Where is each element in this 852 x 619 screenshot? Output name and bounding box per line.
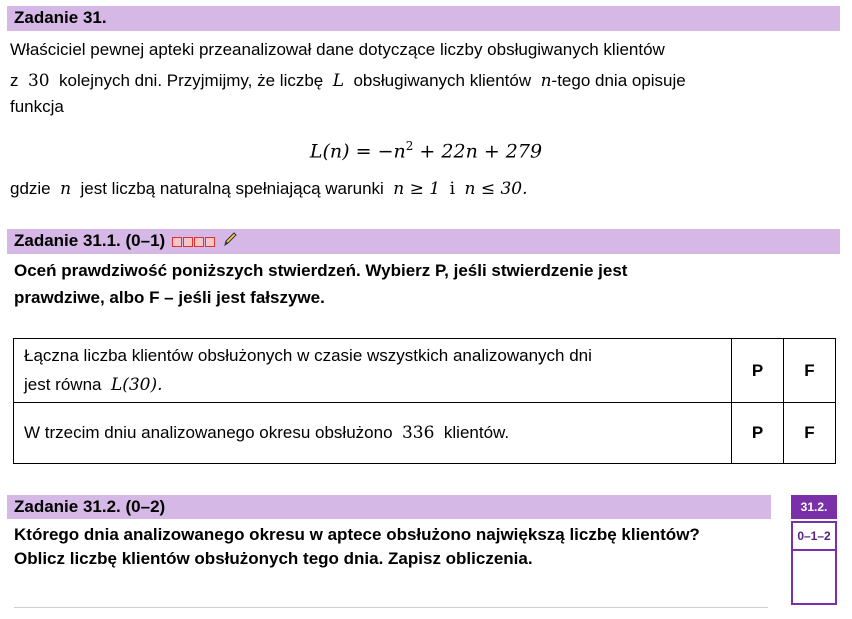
task-title-bar: [7, 6, 840, 31]
subtask-31-1-title: Zadanie 31.1. (0–1): [14, 231, 166, 250]
table-row: [14, 339, 836, 403]
answer-area[interactable]: [14, 607, 768, 608]
statement-1-option-f[interactable]: F: [784, 339, 836, 403]
statement-2: W trzecim dniu analizowanego okresu obsłużono 336 klientów.: [14, 403, 732, 464]
statement-2-option-p[interactable]: P: [732, 403, 784, 464]
subtask-31-2-title: Zadanie 31.2. (0–2): [14, 497, 166, 516]
task-text-line1: Właściciel pewnej apteki przeanalizował dane dotyczące liczby obsługiwanych klientów: [10, 40, 665, 59]
subtask-31-1-instruction-line1: Oceń prawdziwość poniższych stwierdzeń. Wybierz P, jeśli stwierdzenie jest: [14, 261, 628, 280]
statement-2-option-f[interactable]: F: [784, 403, 836, 464]
table-row: [14, 403, 836, 464]
subtask-31-1-title-bar: [7, 229, 840, 254]
statement-1: Łączna liczba klientów obsłużonych w czasie wszystkich analizowanych dni jest równa L(30).: [14, 339, 732, 403]
statement-1-option-p[interactable]: P: [732, 339, 784, 403]
subtask-31-1-instruction-line2: prawdziwe, albo F – jeśli jest fałszywe.: [14, 288, 325, 307]
pencil-icon: [223, 230, 237, 254]
true-false-table: [13, 338, 836, 464]
task-text-line3: funkcja: [10, 97, 64, 116]
function-formula: $L(n) = -n^2 + 22n + 279$: [309, 139, 543, 163]
task-title: Zadanie 31.: [14, 8, 107, 27]
score-boxes-icon: [172, 230, 216, 254]
task-text-line2: z 30 kolejnych dni. Przyjmijmy, że liczbę L obsługiwanych klientów n-tego dnia opisuje: [10, 71, 686, 91]
subtask-31-2-instruction-line2: Oblicz liczbę klientów obsłużonych tego dnia. Zapisz obliczenia.: [14, 549, 533, 568]
subtask-31-2-instruction-line1: Którego dnia analizowanego okresu w aptece obsłużono największą liczbę klientów?: [14, 525, 700, 544]
task-condition: gdzie n jest liczbą naturalną spełniającą warunki n ≥ 1 i n ≤ 30.: [10, 179, 528, 199]
score-label: 31.2.: [791, 495, 837, 519]
score-range: 0–1–2: [791, 521, 837, 551]
subtask-31-2-title-bar: [7, 495, 771, 519]
score-input-box[interactable]: [791, 551, 837, 605]
